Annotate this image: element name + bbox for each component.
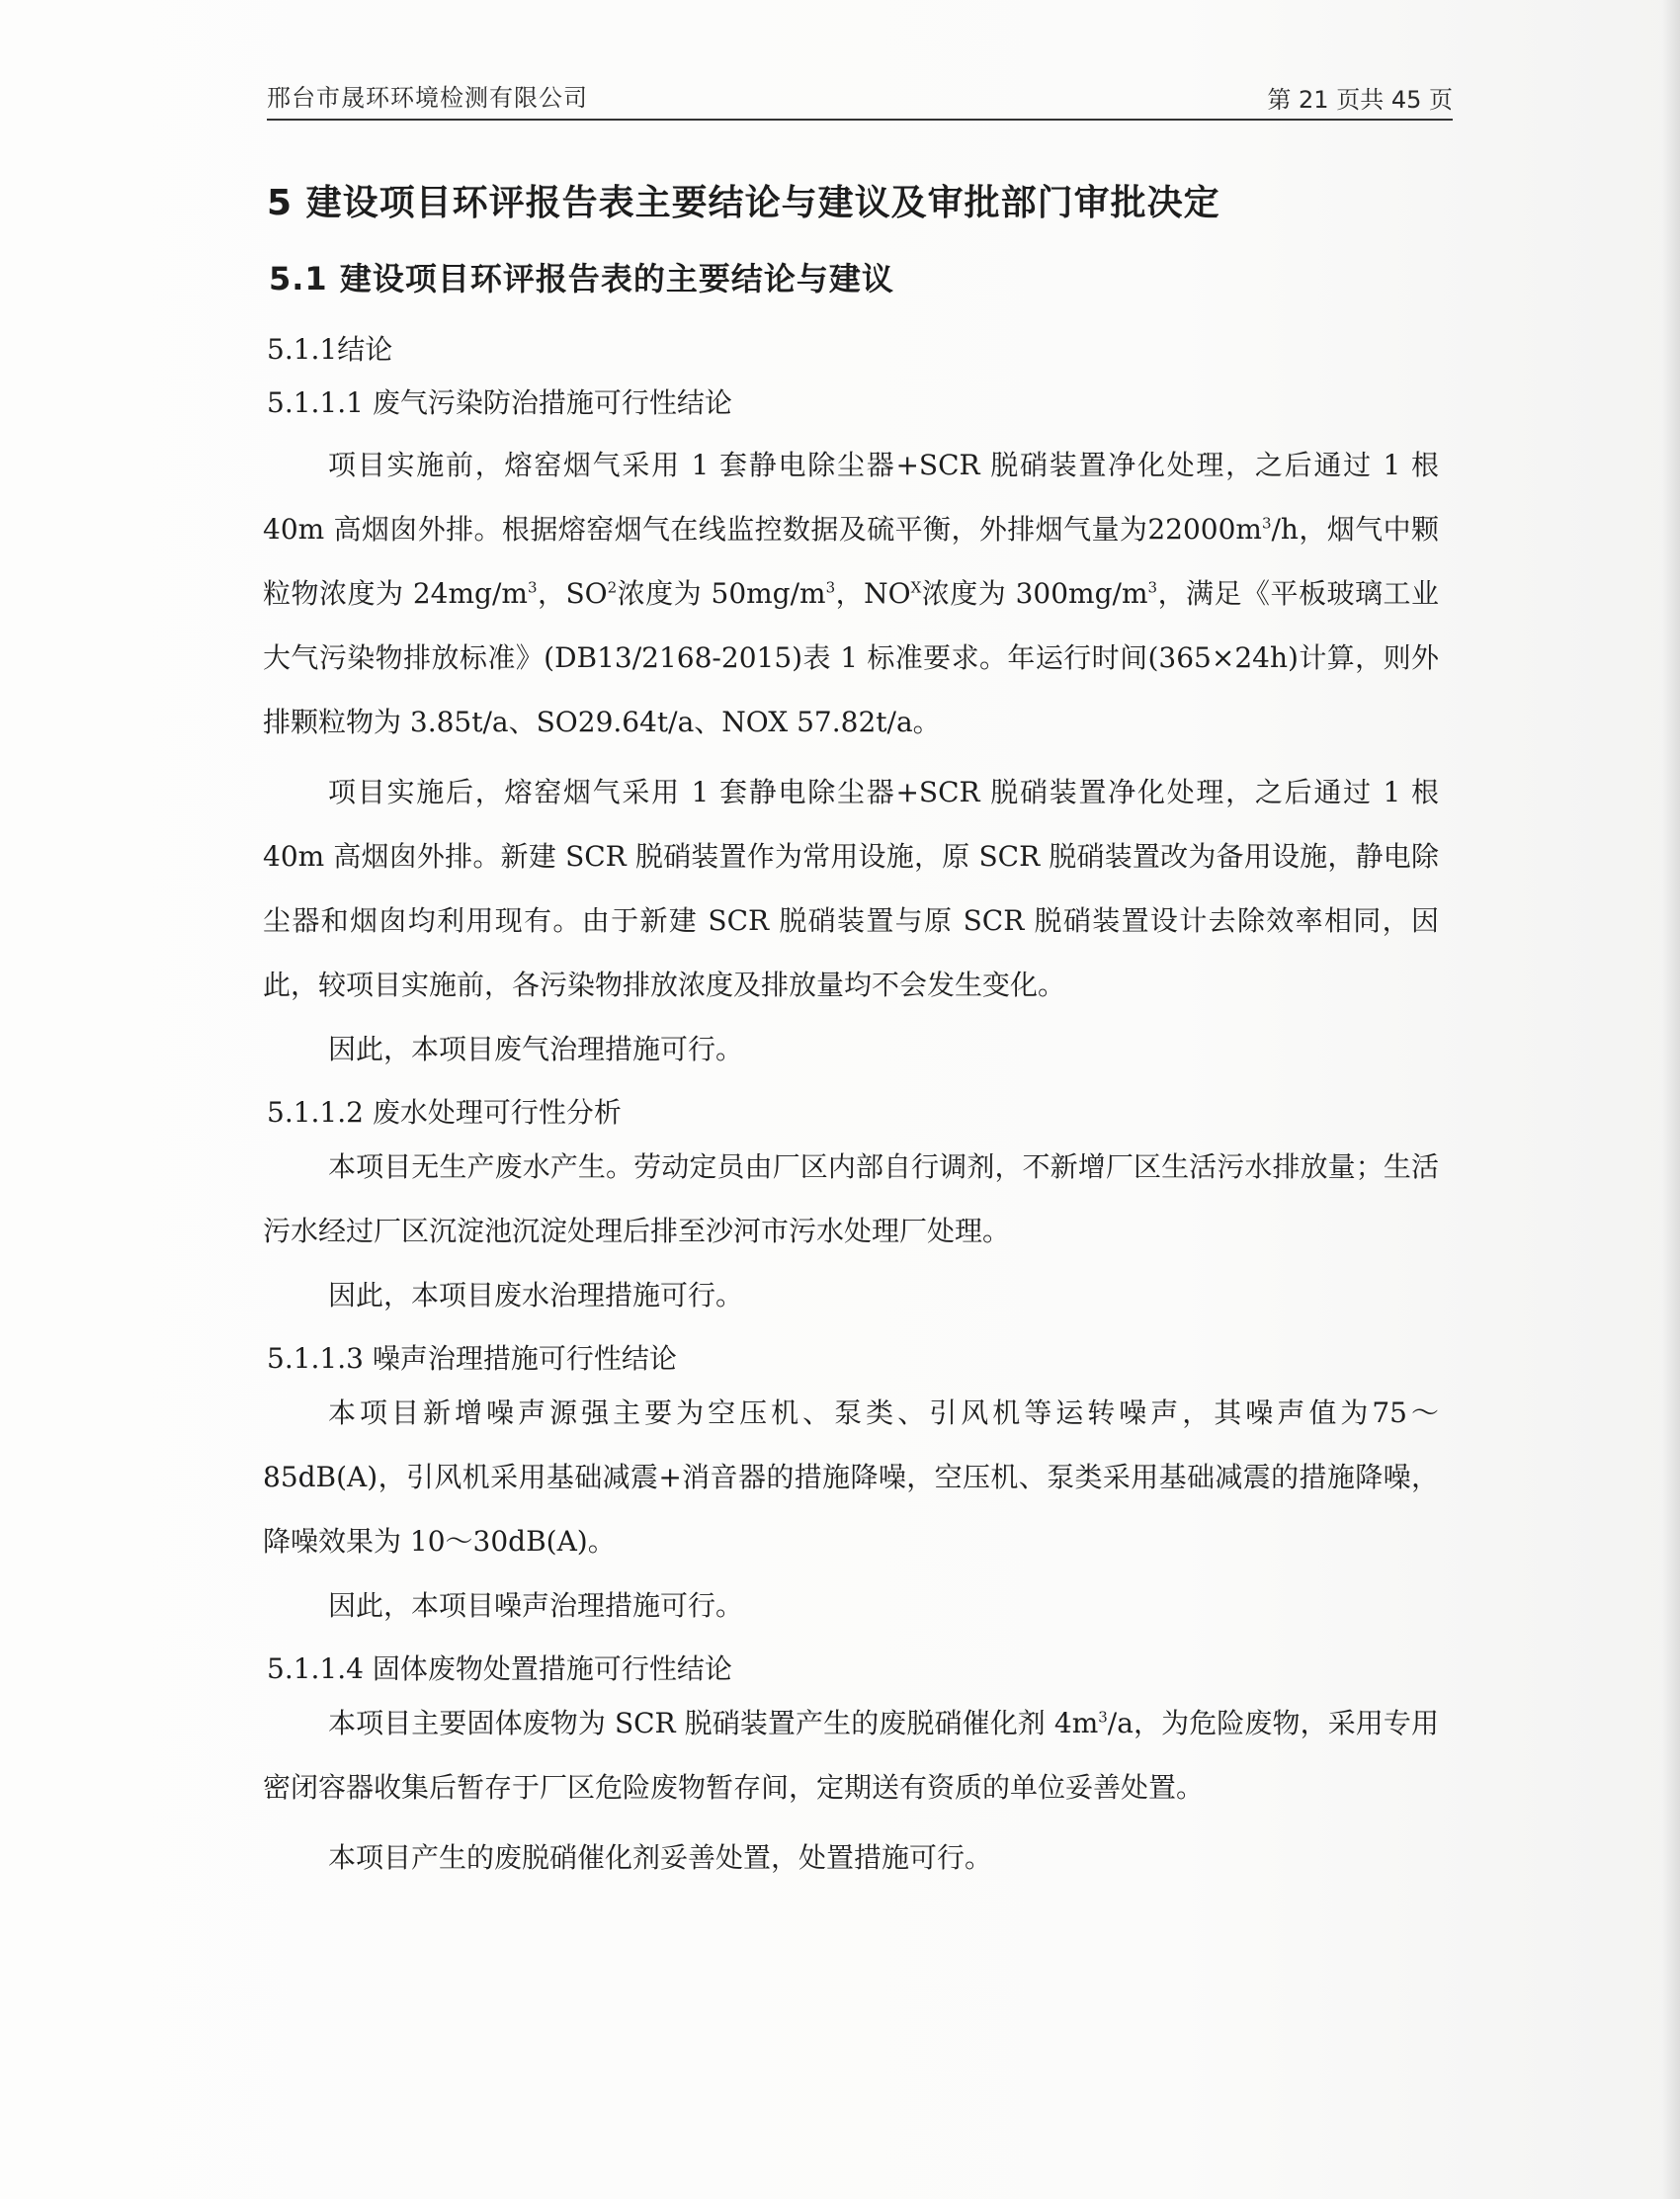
gas-paragraph-2: 项目实施后，熔窑烟气采用 1 套静电除尘器+SCR 脱硝装置净化处理，之后通过 1 根 40m 高烟囱外排。新建 SCR 脱硝装置作为常用设施，原 SCR 脱硝装置改为备用设施，静电除尘器和烟囱均利用现有。由于新建 SCR 脱硝装置与原 SCR 脱硝装置设计去除效率相同，因此，较项目实施前，各污染物排放浓度及排放量均不会发生变化。 [263,776,1439,1001]
gas-p1-v3: ，SO [537,577,608,610]
gas-p1-s5: X [910,578,922,597]
solid-paragraph-1 [263,1691,1439,1819]
water-paragraph-1: 本项目无生产废水产生。劳动定员由厂区内部自行调剂，不新增厂区生活污水排放量；生活污水经过厂区沉淀池沉淀处理后排至沙河市污水处理厂处理。 [263,1150,1439,1247]
noise-paragraph-2: 因此，本项目噪声治理措施可行。 [328,1589,744,1622]
scan-edge-shadow [1662,0,1680,2199]
noise-heading: 5.1.1.3 噪声治理措施可行性结论 [267,1342,677,1375]
solid-p1s: 3 [1098,1708,1108,1727]
gas-p1-v6: 浓度为 300mg/m [921,577,1148,610]
subsection-title: 5.1 建设项目环评报告表的主要结论与建议 [269,260,894,297]
gas-p1-s3: 2 [607,578,618,597]
gas-p1-text: 项目实施前，熔窑烟气采用 1 套静电除尘器+SCR 脱硝装置净化处理，之后通过 1 根 40m 高烟囱外排。根据熔窑烟气在线监控数据及硫平衡，外排烟气量为 [263,449,1439,546]
page-header [267,71,1453,121]
gas-heading: 5.1.1.1 废气污染防治措施可行性结论 [267,386,732,419]
gas-paragraph-3: 因此，本项目废气治理措施可行。 [328,1033,744,1065]
gas-p1-s2: 3 [527,578,538,597]
header-rule [267,119,1453,121]
gas-p1-v2: /h，烟气中颗粒物浓度为 24mg/m [263,513,1439,610]
gas-p1-s4: 3 [825,578,836,597]
solid-heading: 5.1.1.4 固体废物处置措施可行性结论 [267,1652,732,1685]
gas-p1-s1: 3 [1261,514,1272,533]
solid-p1a: 本项目主要固体废物为 SCR 脱硝装置产生的废脱硝催化剂 4m [328,1707,1099,1739]
gas-paragraph-1 [263,433,1439,754]
section-title: 5 建设项目环评报告表主要结论与建议及审批部门审批决定 [267,183,1220,223]
water-heading: 5.1.1.2 废水处理可行性分析 [267,1096,622,1129]
water-paragraph-2: 因此，本项目废水治理措施可行。 [328,1279,744,1311]
gas-p1-s6: 3 [1147,578,1158,597]
conclusion-heading: 5.1.1结论 [267,333,393,366]
noise-paragraph-1: 本项目新增噪声源强主要为空压机、泵类、引风机等运转噪声，其噪声值为75～85dB(A)，引风机采用基础减震+消音器的措施降噪，空压机、泵类采用基础减震的措施降噪，降噪效果为 10～30dB(A)。 [263,1396,1439,1558]
gas-p1-v7: ，满足《平板玻璃工业大气污染物排放标准》(DB13/2168-2015)表 1 标准要求。年运行时间(365×24h)计算，则外排颗粒物为 3.85t/a、SO29.64t/a、NOX 57.82t/a。 [263,577,1439,738]
solid-paragraph-2: 本项目产生的废脱硝催化剂妥善处置，处置措施可行。 [328,1841,993,1874]
page-content [263,148,1439,1890]
gas-p1-v5: ，NO [835,577,911,610]
solid-p1b: /a，为危险废物，采用专用密闭容器收集后暂存于厂区危险废物暂存间，定期送有资质的单位妥善处置。 [263,1707,1439,1804]
gas-p1-v4: 浓度为 50mg/m [617,577,826,610]
page-number: 第 21 页共 45 页 [1267,86,1453,114]
gas-p1-v1: 22000m [1147,513,1262,546]
company-name: 邢台市晟环环境检测有限公司 [267,84,588,112]
